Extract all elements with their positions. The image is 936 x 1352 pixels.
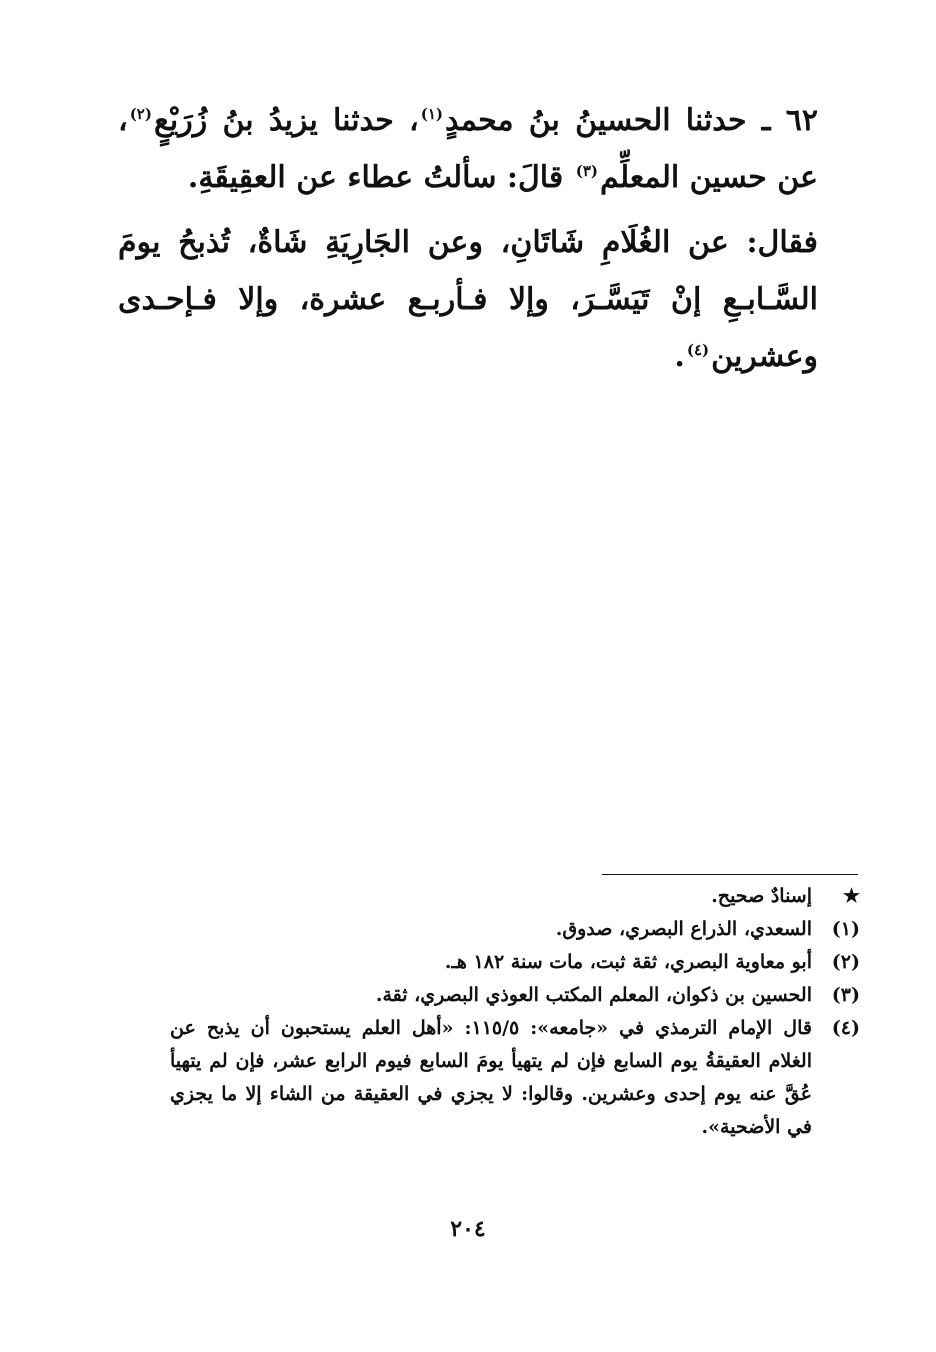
footnote-number: (١) — [831, 918, 860, 940]
isnad-part-2: ، حدثنا يزيدُ بنُ زُرَيْعٍ — [153, 103, 419, 138]
footnote-star: ★ — [842, 885, 860, 907]
matn-end: . — [674, 339, 685, 374]
footnote-ref-1[interactable]: (١) — [420, 105, 443, 123]
isnad-part-3: ، عن حسين المعلِّم — [118, 103, 818, 195]
footnotes-section — [170, 880, 860, 1144]
footnote-number: (٢) — [831, 951, 860, 973]
hadith-isnad — [118, 92, 818, 206]
footnote-4 — [170, 1012, 860, 1144]
footnote-3 — [170, 979, 860, 1012]
footnote-text: إسنادٌ صحيح. — [711, 885, 812, 907]
footnote-text: السعدي، الذراع البصري، صدوق. — [555, 918, 812, 940]
footnote-number: (٣) — [831, 984, 860, 1006]
hadith-text — [118, 92, 818, 385]
page-number: ٢٠٤ — [450, 1216, 486, 1242]
hadith-matn — [118, 214, 818, 385]
footnote-number: (٤) — [831, 1017, 860, 1039]
footnote-ref-4[interactable]: (٤) — [686, 341, 710, 359]
footnote-text: أبو معاوية البصري، ثقة ثبت، مات سنة ١٨٢ هـ. — [444, 951, 812, 973]
footnote-text: قال الإمام الترمذي في «جامعه»: ١١٥/٥: «أهل العلم يستحبون أن يذبح عن الغلام العقيقةُ يوم السابع فإن لم يتهيأ يومَ السابع فيوم الرابع عشر، فإن لم يتهيأ عُقَّ عنه يوم إحدى وعشرين. وقالوا: لا يجزي في العقيقة من الشاء إلا ما يجزي في الأضحية». — [170, 1017, 812, 1138]
footnote-2 — [170, 946, 860, 979]
isnad-part-1: ٦٢ ـ حدثنا الحسينُ بنُ محمدٍ — [445, 103, 818, 138]
footnote-text: الحسين بن ذكوان، المعلم المكتب العوذي البصري، ثقة. — [375, 984, 812, 1006]
footnote-grading — [170, 880, 860, 913]
footnote-ref-2[interactable]: (٢) — [129, 105, 152, 123]
footnote-1 — [170, 913, 860, 946]
footnote-separator — [602, 874, 858, 875]
footnote-ref-3[interactable]: (٣) — [575, 162, 598, 180]
matn-text: فقال: عن الغُلَامِ شَاتَانِ، وعن الجَارِيَةِ شَاةٌ، تُذبحُ يومَ السَّـابـعِ إنْ تَيَسَّـرَ، وإلا فـأربـع عشرة، وإلا فـإحـدى وعشرين — [118, 225, 818, 374]
isnad-part-4: قالَ: سألتُ عطاء عن العقِيقَةِ. — [187, 160, 574, 195]
